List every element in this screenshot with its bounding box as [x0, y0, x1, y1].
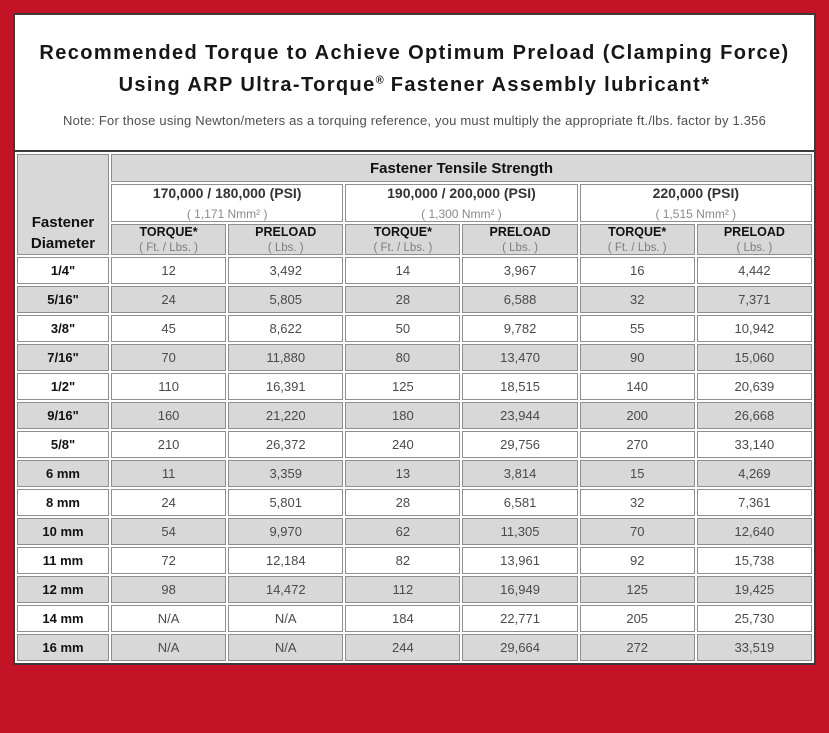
corner-header-line2: Diameter — [30, 235, 96, 252]
preload-value-cell: 20,639 — [697, 373, 812, 400]
preload-column-header — [228, 224, 343, 255]
psi-group-220 — [580, 184, 812, 222]
torque-units: ( Ft. / Lbs. ) — [373, 242, 433, 254]
fastener-diameter-cell: 5/16" — [17, 286, 109, 313]
psi-label: 220,000 (PSI) — [652, 185, 739, 201]
title-line2-post: Fastener Assembly lubricant* — [383, 74, 711, 96]
title-line1: Recommended Torque to Achieve Optimum Preload (Clamping Force) — [39, 42, 790, 64]
torque-value-cell: 28 — [345, 489, 460, 516]
torque-value-cell: 184 — [345, 605, 460, 632]
table-row — [17, 634, 812, 661]
psi-label: 190,000 / 200,000 (PSI) — [387, 185, 536, 201]
fastener-diameter-cell: 1/2" — [17, 373, 109, 400]
psi-group-190-200 — [345, 184, 577, 222]
preload-value-cell: 9,782 — [462, 315, 577, 342]
preload-value-cell: 12,640 — [697, 518, 812, 545]
table-row — [17, 518, 812, 545]
preload-column-header — [697, 224, 812, 255]
preload-value-cell: 7,371 — [697, 286, 812, 313]
torque-value-cell: 24 — [111, 286, 226, 313]
preload-value-cell: 3,492 — [228, 257, 343, 284]
preload-value-cell: 3,359 — [228, 460, 343, 487]
corner-header-line1: Fastener — [31, 214, 95, 231]
preload-value-cell: 3,967 — [462, 257, 577, 284]
torque-value-cell: 80 — [345, 344, 460, 371]
torque-value-cell: 272 — [580, 634, 695, 661]
torque-label: TORQUE* — [373, 225, 432, 239]
torque-value-cell: 55 — [580, 315, 695, 342]
note-text: Note: For those using Newton/meters as a torquing reference, you must multiply the appropriate ft./lbs. factor by 1.356 — [62, 113, 767, 128]
torque-column-header — [345, 224, 460, 255]
table-row — [17, 257, 812, 284]
torque-value-cell: 90 — [580, 344, 695, 371]
preload-value-cell: 22,771 — [462, 605, 577, 632]
torque-value-cell: 14 — [345, 257, 460, 284]
torque-value-cell: 70 — [111, 344, 226, 371]
torque-value-cell: 72 — [111, 547, 226, 574]
torque-value-cell: 54 — [111, 518, 226, 545]
torque-value-cell: 210 — [111, 431, 226, 458]
table-row — [17, 402, 812, 429]
corner-header-fastener-diameter — [17, 154, 109, 255]
preload-value-cell: 5,805 — [228, 286, 343, 313]
fastener-diameter-cell: 11 mm — [17, 547, 109, 574]
psi-label: 170,000 / 180,000 (PSI) — [152, 185, 302, 201]
preload-value-cell: 26,668 — [697, 402, 812, 429]
torque-value-cell: 32 — [580, 286, 695, 313]
torque-value-cell: 200 — [580, 402, 695, 429]
preload-value-cell: 4,442 — [697, 257, 812, 284]
preload-value-cell: 5,801 — [228, 489, 343, 516]
torque-value-cell: 15 — [580, 460, 695, 487]
fastener-diameter-cell: 16 mm — [17, 634, 109, 661]
psi-group-170-180 — [111, 184, 343, 222]
preload-value-cell: 21,220 — [228, 402, 343, 429]
fastener-diameter-cell: 9/16" — [17, 402, 109, 429]
preload-units: ( Lbs. ) — [502, 242, 538, 254]
preload-value-cell: 6,581 — [462, 489, 577, 516]
table-body — [17, 257, 812, 661]
fastener-diameter-cell: 6 mm — [17, 460, 109, 487]
preload-value-cell: 25,730 — [697, 605, 812, 632]
preload-label: PRELOAD — [255, 225, 317, 239]
preload-value-cell: 3,814 — [462, 460, 577, 487]
preload-value-cell: 10,942 — [697, 315, 812, 342]
torque-value-cell: 24 — [111, 489, 226, 516]
table-header — [17, 154, 812, 255]
torque-value-cell: 45 — [111, 315, 226, 342]
preload-column-header — [462, 224, 577, 255]
table-row — [17, 286, 812, 313]
torque-value-cell: 28 — [345, 286, 460, 313]
torque-table — [15, 150, 814, 663]
preload-value-cell: 29,664 — [462, 634, 577, 661]
title-block — [15, 15, 814, 150]
torque-value-cell: 180 — [345, 402, 460, 429]
nmm-label: ( 1,515 Nmm² ) — [655, 207, 737, 221]
preload-value-cell: 33,140 — [697, 431, 812, 458]
torque-value-cell: 11 — [111, 460, 226, 487]
fastener-diameter-cell: 14 mm — [17, 605, 109, 632]
fastener-diameter-cell: 12 mm — [17, 576, 109, 603]
torque-value-cell: 50 — [345, 315, 460, 342]
torque-value-cell: 125 — [345, 373, 460, 400]
preload-value-cell: 15,060 — [697, 344, 812, 371]
torque-value-cell: 244 — [345, 634, 460, 661]
preload-value-cell: 18,515 — [462, 373, 577, 400]
table-row — [17, 547, 812, 574]
fastener-diameter-cell: 7/16" — [17, 344, 109, 371]
torque-column-header — [111, 224, 226, 255]
torque-column-header — [580, 224, 695, 255]
preload-value-cell: 29,756 — [462, 431, 577, 458]
fastener-diameter-cell: 5/8" — [17, 431, 109, 458]
torque-value-cell: 82 — [345, 547, 460, 574]
preload-value-cell: 7,361 — [697, 489, 812, 516]
table-row — [17, 344, 812, 371]
preload-value-cell: N/A — [228, 605, 343, 632]
torque-value-cell: 240 — [345, 431, 460, 458]
torque-units: ( Ft. / Lbs. ) — [607, 242, 667, 254]
tensile-strength-row — [17, 154, 812, 182]
torque-value-cell: N/A — [111, 634, 226, 661]
torque-value-cell: 270 — [580, 431, 695, 458]
torque-value-cell: 98 — [111, 576, 226, 603]
preload-value-cell: 19,425 — [697, 576, 812, 603]
fastener-diameter-cell: 8 mm — [17, 489, 109, 516]
table-row — [17, 605, 812, 632]
preload-value-cell: 16,391 — [228, 373, 343, 400]
preload-value-cell: N/A — [228, 634, 343, 661]
preload-value-cell: 4,269 — [697, 460, 812, 487]
torque-value-cell: 70 — [580, 518, 695, 545]
torque-preload-header-row — [17, 224, 812, 255]
torque-value-cell: 160 — [111, 402, 226, 429]
torque-units: ( Ft. / Lbs. ) — [139, 242, 198, 254]
preload-value-cell: 15,738 — [697, 547, 812, 574]
preload-value-cell: 23,944 — [462, 402, 577, 429]
fastener-diameter-cell: 10 mm — [17, 518, 109, 545]
preload-label: PRELOAD — [489, 225, 551, 239]
title-line2-pre: Using ARP Ultra-Torque — [118, 74, 376, 96]
preload-value-cell: 14,472 — [228, 576, 343, 603]
torque-value-cell: 12 — [111, 257, 226, 284]
preload-units: ( Lbs. ) — [736, 242, 773, 254]
preload-value-cell: 12,184 — [228, 547, 343, 574]
content-panel — [13, 13, 816, 665]
torque-value-cell: 32 — [580, 489, 695, 516]
torque-value-cell: 110 — [111, 373, 226, 400]
preload-value-cell: 11,880 — [228, 344, 343, 371]
table-row — [17, 489, 812, 516]
torque-value-cell: 92 — [580, 547, 695, 574]
torque-value-cell: 112 — [345, 576, 460, 603]
torque-label: TORQUE* — [139, 225, 198, 239]
torque-value-cell: 13 — [345, 460, 460, 487]
preload-value-cell: 8,622 — [228, 315, 343, 342]
preload-value-cell: 9,970 — [228, 518, 343, 545]
psi-group-row — [17, 184, 812, 222]
torque-value-cell: N/A — [111, 605, 226, 632]
preload-value-cell: 26,372 — [228, 431, 343, 458]
nmm-label: ( 1,300 Nmm² ) — [421, 207, 502, 221]
table-row — [17, 431, 812, 458]
tensile-strength-header: Fastener Tensile Strength — [111, 154, 812, 182]
torque-value-cell: 205 — [580, 605, 695, 632]
preload-value-cell: 33,519 — [697, 634, 812, 661]
torque-value-cell: 62 — [345, 518, 460, 545]
fastener-diameter-cell: 1/4" — [17, 257, 109, 284]
page-title — [27, 37, 802, 101]
preload-value-cell: 11,305 — [462, 518, 577, 545]
preload-label: PRELOAD — [723, 225, 785, 239]
torque-value-cell: 16 — [580, 257, 695, 284]
preload-value-cell: 13,961 — [462, 547, 577, 574]
fastener-diameter-cell: 3/8" — [17, 315, 109, 342]
table-row — [17, 460, 812, 487]
preload-value-cell: 16,949 — [462, 576, 577, 603]
torque-label: TORQUE* — [608, 225, 667, 239]
table-row — [17, 373, 812, 400]
torque-value-cell: 125 — [580, 576, 695, 603]
torque-value-cell: 140 — [580, 373, 695, 400]
preload-units: ( Lbs. ) — [267, 242, 304, 254]
table-row — [17, 576, 812, 603]
preload-value-cell: 13,470 — [462, 344, 577, 371]
table-row — [17, 315, 812, 342]
nmm-label: ( 1,171 Nmm² ) — [186, 207, 268, 221]
preload-value-cell: 6,588 — [462, 286, 577, 313]
registered-trademark-symbol: ® — [375, 74, 384, 87]
